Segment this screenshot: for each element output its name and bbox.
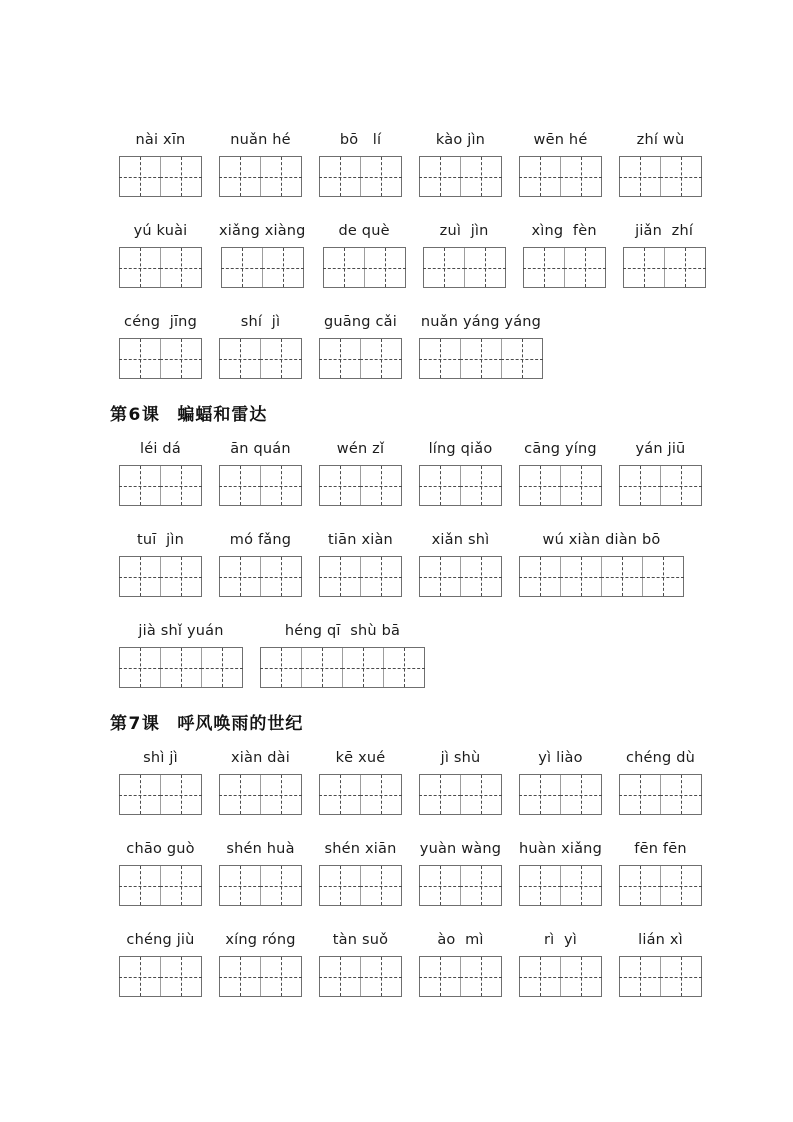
- grid-cell: [220, 557, 261, 596]
- pinyin-label: bō lí: [339, 132, 382, 148]
- word-row: [119, 530, 793, 597]
- grid-cell: [220, 157, 261, 196]
- lesson-title-label: 蝙蝠和雷达: [177, 405, 268, 425]
- writing-grid: [623, 247, 706, 288]
- pinyin-label: céng jīng: [124, 314, 197, 330]
- grid-cell: [302, 648, 343, 687]
- grid-cell: [261, 339, 301, 378]
- word-item: [319, 839, 402, 906]
- writing-grid: [119, 338, 202, 379]
- grid-cell: [320, 466, 361, 505]
- lesson-number-label: 第6课: [110, 405, 161, 425]
- word-item: [219, 839, 302, 906]
- word-item: [423, 221, 506, 288]
- word-item: [219, 130, 302, 197]
- pinyin-label: lián xì: [638, 932, 683, 948]
- grid-cell: [561, 957, 601, 996]
- pinyin-label: jià shǐ yuán: [138, 623, 224, 639]
- writing-grid: [319, 556, 402, 597]
- word-item: [323, 221, 406, 288]
- grid-cell: [520, 957, 561, 996]
- pinyin-label: yuàn wàng: [419, 841, 502, 857]
- grid-cell: [120, 339, 161, 378]
- grid-cell: [420, 466, 461, 505]
- grid-cell: [520, 775, 561, 814]
- word-item: [419, 530, 502, 597]
- writing-grid: [619, 774, 702, 815]
- writing-grid: [419, 865, 502, 906]
- writing-grid: [519, 156, 602, 197]
- pinyin-label: xíng róng: [225, 932, 296, 948]
- pinyin-label: tiān xiàn: [328, 532, 393, 548]
- writing-grid: [619, 956, 702, 997]
- pinyin-label: zuì jìn: [439, 223, 489, 239]
- word-item: [519, 748, 602, 815]
- grid-cell: [620, 466, 661, 505]
- word-item: [519, 530, 684, 597]
- pinyin-label: jiǎn zhí: [635, 223, 694, 239]
- grid-cell: [161, 466, 201, 505]
- word-item: [119, 748, 202, 815]
- writing-grid: [419, 556, 502, 597]
- grid-cell: [620, 157, 661, 196]
- pinyin-label: shí jì: [240, 314, 281, 330]
- grid-cell: [361, 157, 401, 196]
- grid-cell: [420, 557, 461, 596]
- word-item: [319, 530, 402, 597]
- writing-grid: [119, 156, 202, 197]
- writing-grid: [219, 156, 302, 197]
- grid-cell: [220, 957, 261, 996]
- grid-cell: [161, 157, 201, 196]
- grid-cell: [120, 775, 161, 814]
- grid-cell: [561, 866, 601, 905]
- grid-cell: [263, 248, 303, 287]
- grid-cell: [420, 957, 461, 996]
- word-item: [619, 839, 702, 906]
- grid-cell: [220, 866, 261, 905]
- writing-grid: [119, 465, 202, 506]
- writing-grid: [319, 465, 402, 506]
- word-item: [619, 930, 702, 997]
- grid-cell: [161, 957, 201, 996]
- pinyin-label: léi dá: [140, 441, 181, 457]
- word-row: [119, 839, 793, 906]
- word-item: [419, 748, 502, 815]
- grid-cell: [420, 866, 461, 905]
- pinyin-label: xiàn dài: [230, 750, 290, 766]
- writing-grid: [260, 647, 425, 688]
- grid-cell: [620, 866, 661, 905]
- pinyin-label: rì yì: [543, 932, 578, 948]
- grid-cell: [665, 248, 705, 287]
- grid-cell: [361, 466, 401, 505]
- word-row: [119, 621, 793, 688]
- writing-grid: [419, 338, 543, 379]
- pinyin-label: kē xué: [335, 750, 386, 766]
- grid-cell: [424, 248, 465, 287]
- grid-cell: [161, 648, 202, 687]
- grid-cell: [361, 866, 401, 905]
- grid-cell: [624, 248, 665, 287]
- word-item: [319, 930, 402, 997]
- grid-cell: [520, 157, 561, 196]
- grid-cell: [161, 866, 201, 905]
- grid-cell: [661, 866, 701, 905]
- grid-cell: [661, 466, 701, 505]
- writing-grid: [523, 247, 606, 288]
- writing-grid: [119, 865, 202, 906]
- pinyin-label: fēn fēn: [634, 841, 687, 857]
- grid-cell: [520, 866, 561, 905]
- grid-cell: [320, 775, 361, 814]
- word-item: [119, 839, 202, 906]
- grid-cell: [420, 775, 461, 814]
- word-item: [419, 930, 502, 997]
- grid-cell: [261, 157, 301, 196]
- writing-grid: [119, 556, 202, 597]
- pinyin-label: huàn xiǎng: [519, 841, 602, 857]
- pinyin-label: wú xiàn diàn bō: [542, 532, 661, 548]
- grid-cell: [261, 557, 301, 596]
- pinyin-label: yú kuài: [133, 223, 188, 239]
- grid-cell: [661, 775, 701, 814]
- writing-grid: [619, 465, 702, 506]
- word-row: [119, 748, 793, 815]
- grid-cell: [261, 648, 302, 687]
- pinyin-label: chéng jiù: [126, 932, 195, 948]
- grid-cell: [565, 248, 605, 287]
- word-item: [619, 130, 702, 197]
- word-item: [119, 530, 202, 597]
- grid-cell: [261, 466, 301, 505]
- word-item: [119, 930, 202, 997]
- writing-grid: [219, 956, 302, 997]
- grid-cell: [261, 775, 301, 814]
- grid-cell: [384, 648, 424, 687]
- writing-grid: [619, 865, 702, 906]
- writing-grid: [319, 956, 402, 997]
- writing-grid: [319, 865, 402, 906]
- grid-cell: [420, 157, 461, 196]
- grid-cell: [361, 557, 401, 596]
- writing-grid: [219, 465, 302, 506]
- grid-cell: [561, 775, 601, 814]
- writing-grid: [419, 956, 502, 997]
- grid-cell: [320, 866, 361, 905]
- pinyin-label: kào jìn: [435, 132, 486, 148]
- grid-cell: [120, 466, 161, 505]
- grid-cell: [361, 339, 401, 378]
- word-item: [319, 748, 402, 815]
- grid-cell: [120, 648, 161, 687]
- grid-cell: [220, 339, 261, 378]
- writing-grid: [519, 865, 602, 906]
- grid-cell: [661, 157, 701, 196]
- word-item: [219, 748, 302, 815]
- grid-cell: [343, 648, 384, 687]
- pinyin-label: ān quán: [230, 441, 291, 457]
- word-item: [519, 130, 602, 197]
- writing-grid: [323, 247, 406, 288]
- writing-grid: [319, 156, 402, 197]
- grid-cell: [320, 339, 361, 378]
- pinyin-label: guāng cǎi: [324, 314, 397, 330]
- word-item: [519, 930, 602, 997]
- pinyin-label: xiǎn shì: [431, 532, 490, 548]
- word-row: [119, 439, 793, 506]
- grid-cell: [202, 648, 242, 687]
- grid-cell: [561, 557, 602, 596]
- grid-cell: [420, 339, 461, 378]
- grid-cell: [620, 957, 661, 996]
- pinyin-label: zhí wù: [636, 132, 685, 148]
- pinyin-label: shén huà: [226, 841, 295, 857]
- writing-grid: [221, 247, 304, 288]
- writing-grid: [119, 247, 202, 288]
- word-item: [319, 312, 402, 379]
- grid-cell: [561, 466, 601, 505]
- word-item: [119, 130, 202, 197]
- writing-grid: [519, 465, 602, 506]
- writing-grid: [119, 774, 202, 815]
- pinyin-label: wén zǐ: [336, 441, 385, 457]
- grid-cell: [324, 248, 365, 287]
- word-item: [619, 439, 702, 506]
- writing-grid: [119, 647, 243, 688]
- pinyin-label: xiǎng xiàng: [219, 223, 306, 239]
- grid-cell: [161, 339, 201, 378]
- grid-cell: [520, 466, 561, 505]
- writing-grid: [519, 556, 684, 597]
- word-row: [119, 221, 793, 288]
- pinyin-label: de què: [338, 223, 390, 239]
- pinyin-label: yán jiū: [635, 441, 686, 457]
- word-row: [119, 130, 793, 197]
- word-item: [219, 530, 302, 597]
- word-item: [419, 130, 502, 197]
- word-item: [519, 839, 602, 906]
- pinyin-label: cāng yíng: [524, 441, 597, 457]
- grid-cell: [320, 957, 361, 996]
- pinyin-label: chāo guò: [126, 841, 195, 857]
- writing-grid: [419, 465, 502, 506]
- grid-cell: [502, 339, 542, 378]
- pinyin-label: yì liào: [538, 750, 583, 766]
- grid-cell: [261, 957, 301, 996]
- word-item: [523, 221, 606, 288]
- lesson-section: [119, 130, 793, 379]
- word-row: [119, 312, 793, 379]
- pinyin-label: mó fǎng: [229, 532, 292, 548]
- grid-cell: [461, 775, 501, 814]
- writing-grid: [619, 156, 702, 197]
- writing-grid: [419, 774, 502, 815]
- grid-cell: [461, 557, 501, 596]
- grid-cell: [361, 957, 401, 996]
- pinyin-label: ào mì: [437, 932, 484, 948]
- grid-cell: [320, 557, 361, 596]
- writing-grid: [423, 247, 506, 288]
- writing-grid: [219, 865, 302, 906]
- word-item: [119, 621, 243, 688]
- grid-cell: [661, 957, 701, 996]
- grid-cell: [461, 957, 501, 996]
- grid-cell: [320, 157, 361, 196]
- grid-cell: [465, 248, 505, 287]
- grid-cell: [561, 157, 601, 196]
- lesson-number-label: 第7课: [110, 714, 161, 734]
- word-item: [519, 439, 602, 506]
- grid-cell: [520, 557, 561, 596]
- writing-grid: [519, 956, 602, 997]
- grid-cell: [643, 557, 683, 596]
- grid-cell: [461, 866, 501, 905]
- word-item: [419, 839, 502, 906]
- lesson-section: [110, 403, 793, 688]
- word-item: [119, 312, 202, 379]
- writing-grid: [519, 774, 602, 815]
- grid-cell: [120, 157, 161, 196]
- grid-cell: [361, 775, 401, 814]
- grid-cell: [120, 957, 161, 996]
- lesson-section: [110, 712, 793, 997]
- grid-cell: [620, 775, 661, 814]
- lesson-header: [110, 712, 793, 736]
- pinyin-label: chéng dù: [625, 750, 696, 766]
- pinyin-label: líng qiǎo: [428, 441, 493, 457]
- word-row: [119, 930, 793, 997]
- writing-grid: [319, 774, 402, 815]
- grid-cell: [161, 775, 201, 814]
- grid-cell: [222, 248, 263, 287]
- word-item: [219, 930, 302, 997]
- pinyin-label: xìng fèn: [531, 223, 597, 239]
- word-item: [619, 748, 702, 815]
- grid-cell: [461, 339, 502, 378]
- grid-cell: [461, 157, 501, 196]
- grid-cell: [602, 557, 643, 596]
- grid-cell: [461, 466, 501, 505]
- pinyin-label: shén xiān: [324, 841, 397, 857]
- pinyin-label: tuī jìn: [137, 532, 184, 548]
- grid-cell: [161, 557, 201, 596]
- grid-cell: [120, 866, 161, 905]
- pinyin-label: tàn suǒ: [332, 932, 389, 948]
- grid-cell: [161, 248, 201, 287]
- pinyin-label: jì shù: [440, 750, 481, 766]
- pinyin-label: shì jì: [143, 750, 178, 766]
- writing-grid: [119, 956, 202, 997]
- word-item: [260, 621, 425, 688]
- pinyin-label: nuǎn yáng yáng: [420, 314, 542, 330]
- lesson-header: [110, 403, 793, 427]
- word-item: [119, 221, 202, 288]
- word-item: [419, 312, 543, 379]
- word-item: [623, 221, 706, 288]
- grid-cell: [120, 248, 161, 287]
- writing-grid: [419, 156, 502, 197]
- grid-cell: [220, 466, 261, 505]
- pinyin-label: nuǎn hé: [230, 132, 291, 148]
- pinyin-label: nài xīn: [135, 132, 186, 148]
- pinyin-label: wēn hé: [533, 132, 588, 148]
- word-item: [219, 312, 302, 379]
- word-item: [319, 439, 402, 506]
- grid-cell: [220, 775, 261, 814]
- grid-cell: [120, 557, 161, 596]
- writing-grid: [219, 338, 302, 379]
- word-item: [419, 439, 502, 506]
- pinyin-label: héng qī shù bā: [284, 623, 401, 639]
- grid-cell: [365, 248, 405, 287]
- word-item: [119, 439, 202, 506]
- word-item: [219, 221, 306, 288]
- word-item: [319, 130, 402, 197]
- lesson-title-label: 呼风唤雨的世纪: [177, 714, 304, 734]
- writing-grid: [219, 774, 302, 815]
- writing-grid: [219, 556, 302, 597]
- grid-cell: [261, 866, 301, 905]
- word-item: [219, 439, 302, 506]
- grid-cell: [524, 248, 565, 287]
- writing-grid: [319, 338, 402, 379]
